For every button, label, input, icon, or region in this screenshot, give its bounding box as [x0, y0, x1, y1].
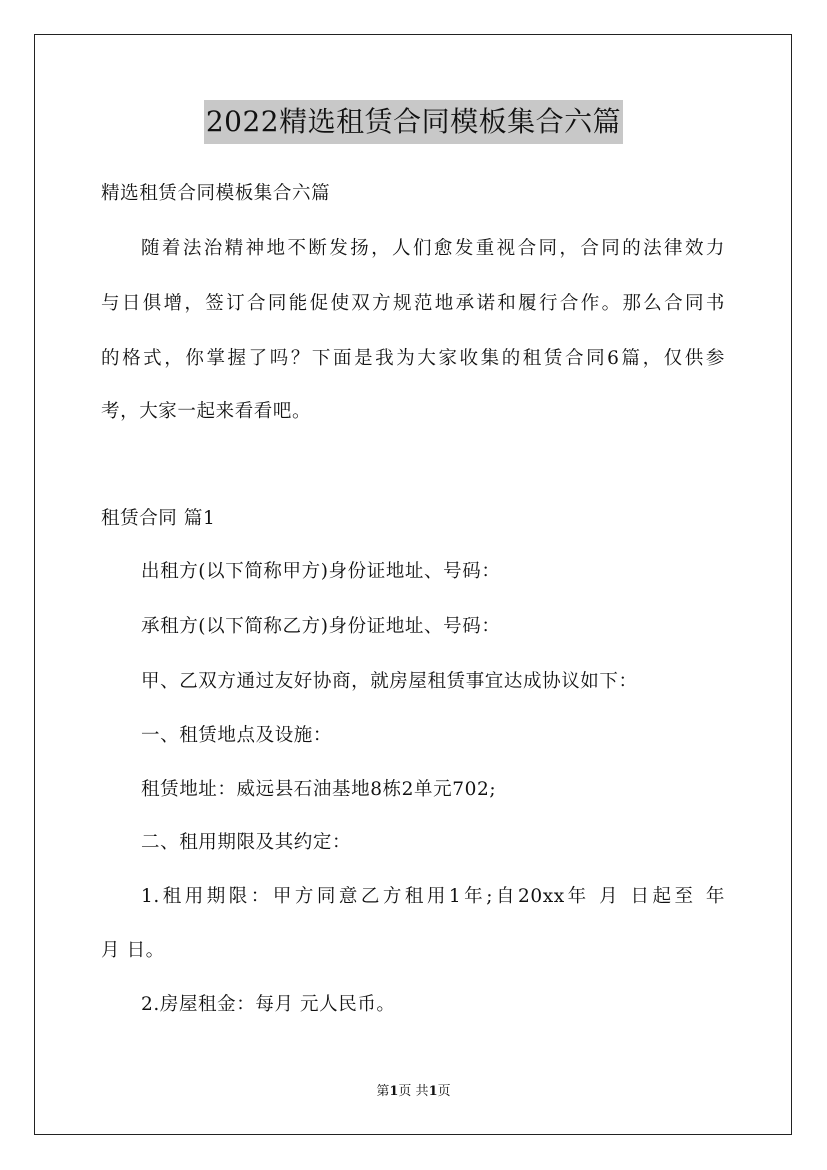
footer-label-2: 页 共	[398, 1084, 429, 1099]
section-line-6: 二、租用期限及其约定：	[141, 832, 352, 853]
section-line-2: 承租方(以下简称乙方)身份证地址、号码：	[141, 616, 501, 637]
document-subtitle: 精选租赁合同模板集合六篇	[101, 183, 331, 204]
section-line-9: 2.房屋租金：每月 元人民币。	[141, 994, 396, 1015]
section-line-8: 月 日。	[101, 940, 165, 961]
title-wrap	[0, 100, 827, 144]
section-line-5: 租赁地址：威远县石油基地8栋2单元702;	[141, 779, 497, 800]
page-footer	[0, 1082, 827, 1102]
footer-page-number: 1	[389, 1084, 399, 1099]
section-heading: 租赁合同 篇1	[101, 508, 216, 529]
intro-line-4: 考，大家一起来看看吧。	[101, 401, 312, 422]
section-line-1: 出租方(以下简称甲方)身份证地址、号码：	[141, 561, 501, 582]
section-line-7: 1.租用期限：甲方同意乙方租用1年;自20xx年 月 日起至 年	[141, 886, 725, 907]
section-line-3: 甲、乙双方通过友好协商，就房屋租赁事宜达成协议如下：	[141, 671, 638, 692]
intro-line-2: 与日俱增，签订合同能促使双方规范地承诺和履行合作。那么合同书	[101, 293, 725, 314]
document-title: 2022精选租赁合同模板集合六篇	[204, 100, 623, 144]
footer-label-3: 页	[437, 1084, 451, 1099]
footer-label-1: 第	[376, 1084, 390, 1099]
footer-page-total: 1	[428, 1084, 438, 1099]
section-line-4: 一、租赁地点及设施：	[141, 725, 333, 746]
intro-line-1: 随着法治精神地不断发扬，人们愈发重视合同，合同的法律效力	[141, 238, 725, 259]
intro-line-3: 的格式，你掌握了吗？下面是我为大家收集的租赁合同6篇，仅供参	[101, 348, 725, 369]
